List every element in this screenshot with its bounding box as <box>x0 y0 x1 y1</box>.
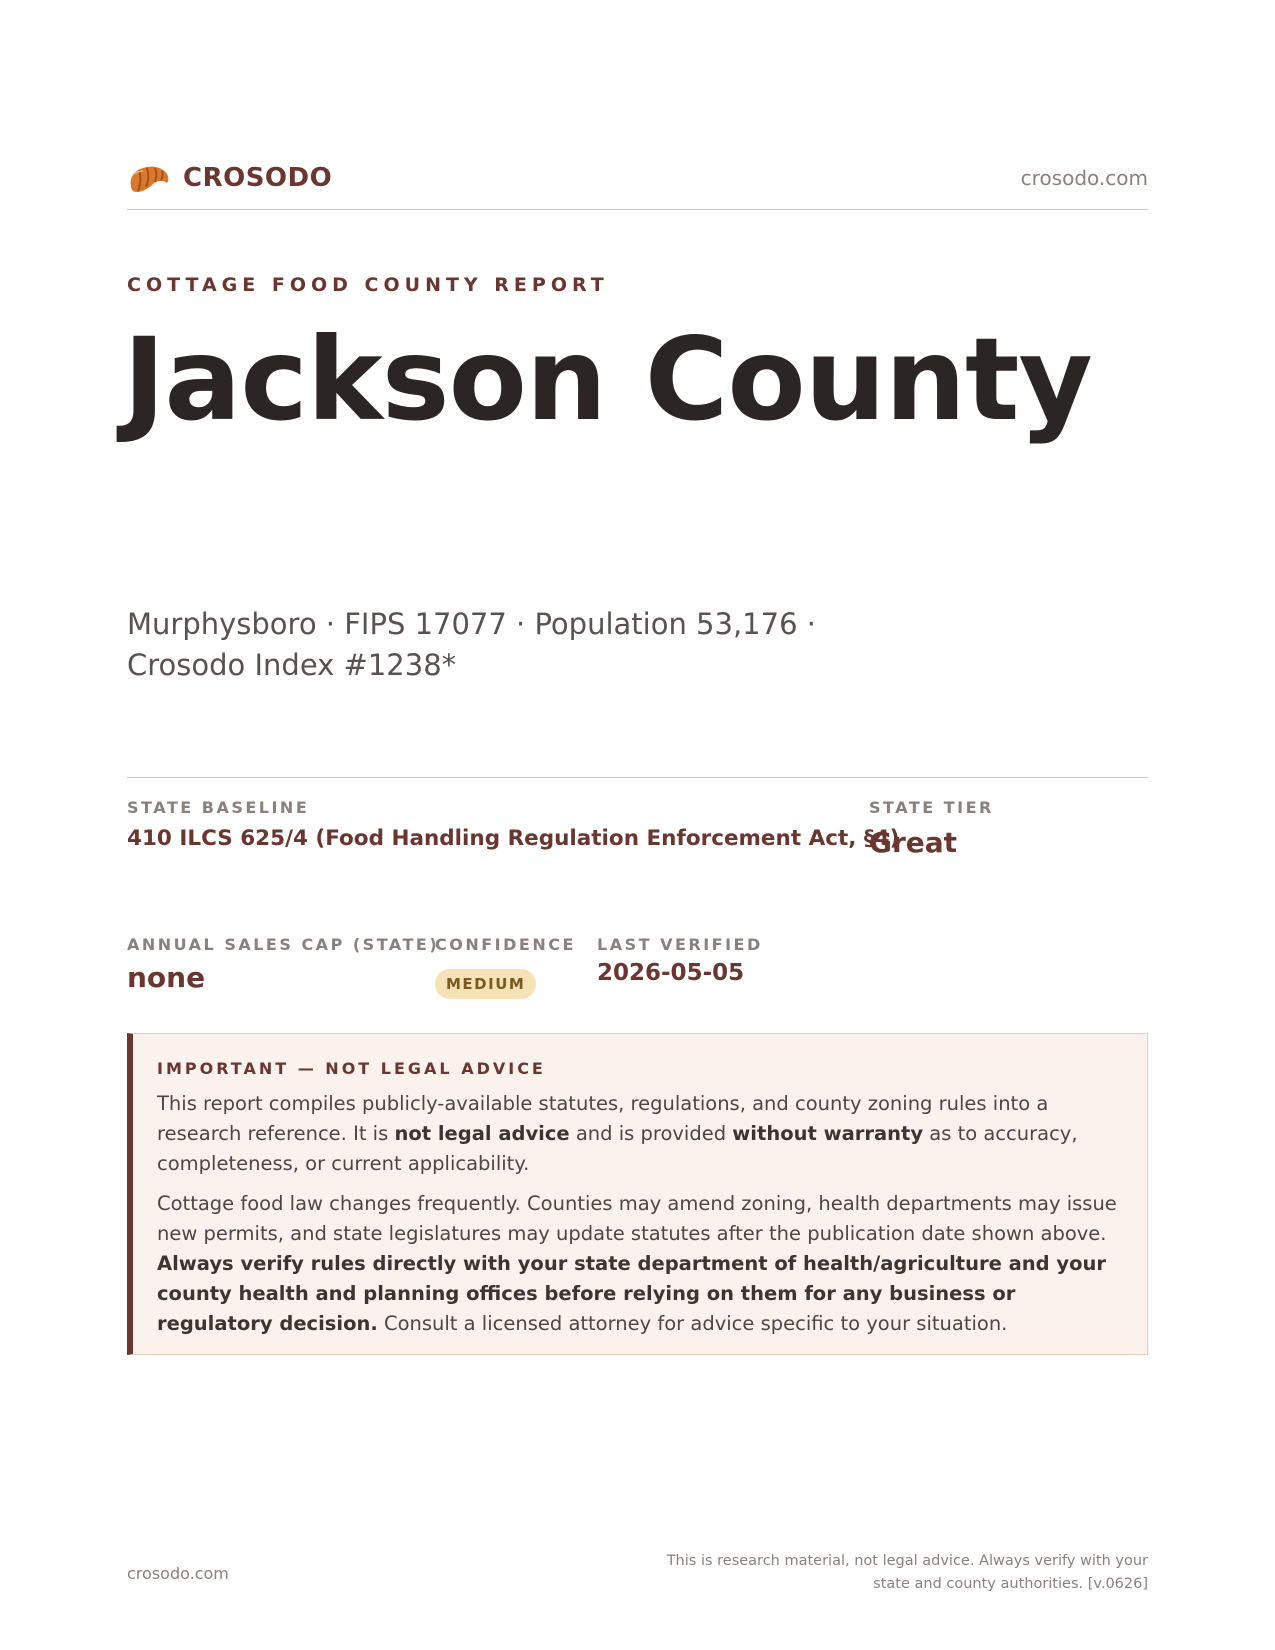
county-subtitle: Murphysboro · FIPS 17077 · Population 53,176 · Crosodo Index #1238* <box>127 607 816 682</box>
notice-paragraph-2 <box>157 1189 1127 1339</box>
report-page <box>123 0 1148 1650</box>
page-header <box>127 155 1148 201</box>
state-tier-label: STATE TIER <box>869 798 994 817</box>
section-divider <box>127 777 1148 778</box>
state-baseline-label: STATE BASELINE <box>127 798 310 817</box>
notice-title: IMPORTANT — NOT LEGAL ADVICE <box>157 1059 546 1078</box>
croissant-icon <box>127 160 171 196</box>
notice-emphasis: without warranty <box>732 1122 924 1145</box>
footer-site[interactable]: crosodo.com <box>127 1564 229 1583</box>
last-verified-value: 2026-05-05 <box>597 960 745 986</box>
notice-emphasis: Always verify rules directly with your state department of health/agriculture and your county health and planning offices before relying on them for any business or regulatory decision. <box>157 1252 1107 1335</box>
report-kicker: COTTAGE FOOD COUNTY REPORT <box>127 274 609 296</box>
brand-name: CROSODO <box>183 163 333 193</box>
notice-text: Cottage food law changes frequently. Counties may amend zoning, health departments may issue new permits, and state legislatures may update statutes after the publication date shown above. <box>157 1192 1117 1245</box>
state-baseline-value: 410 ILCS 625/4 (Food Handling Regulation Enforcement Act, §4) <box>127 826 900 851</box>
notice-text: and is provided <box>569 1122 733 1145</box>
notice-text: Consult a licensed attorney for advice specific to your situation. <box>377 1312 1008 1335</box>
sales-cap-label: ANNUAL SALES CAP (STATE) <box>127 935 440 954</box>
confidence-badge: MEDIUM <box>435 969 536 999</box>
county-title: Jackson County <box>123 313 1092 446</box>
header-divider <box>127 209 1148 210</box>
last-verified-label: LAST VERIFIED <box>597 935 763 954</box>
sales-cap-value: none <box>127 961 206 994</box>
legal-notice <box>127 1033 1148 1355</box>
notice-paragraph-1 <box>157 1089 1127 1179</box>
footer-disclaimer: This is research material, not legal advice. Always verify with your state and county authorities. [v.0626] <box>666 1553 1148 1592</box>
site-link[interactable]: crosodo.com <box>1020 166 1148 190</box>
confidence-label: CONFIDENCE <box>435 935 576 954</box>
notice-text: This report compiles publicly-available statutes, regulations, and county zoning rules into a research reference. It is <box>157 1092 1049 1145</box>
brand[interactable] <box>127 160 332 196</box>
state-tier-value: Great <box>869 826 958 859</box>
notice-text: as to accuracy, completeness, or current applicability. <box>157 1122 1078 1175</box>
notice-emphasis: not legal advice <box>394 1122 570 1145</box>
